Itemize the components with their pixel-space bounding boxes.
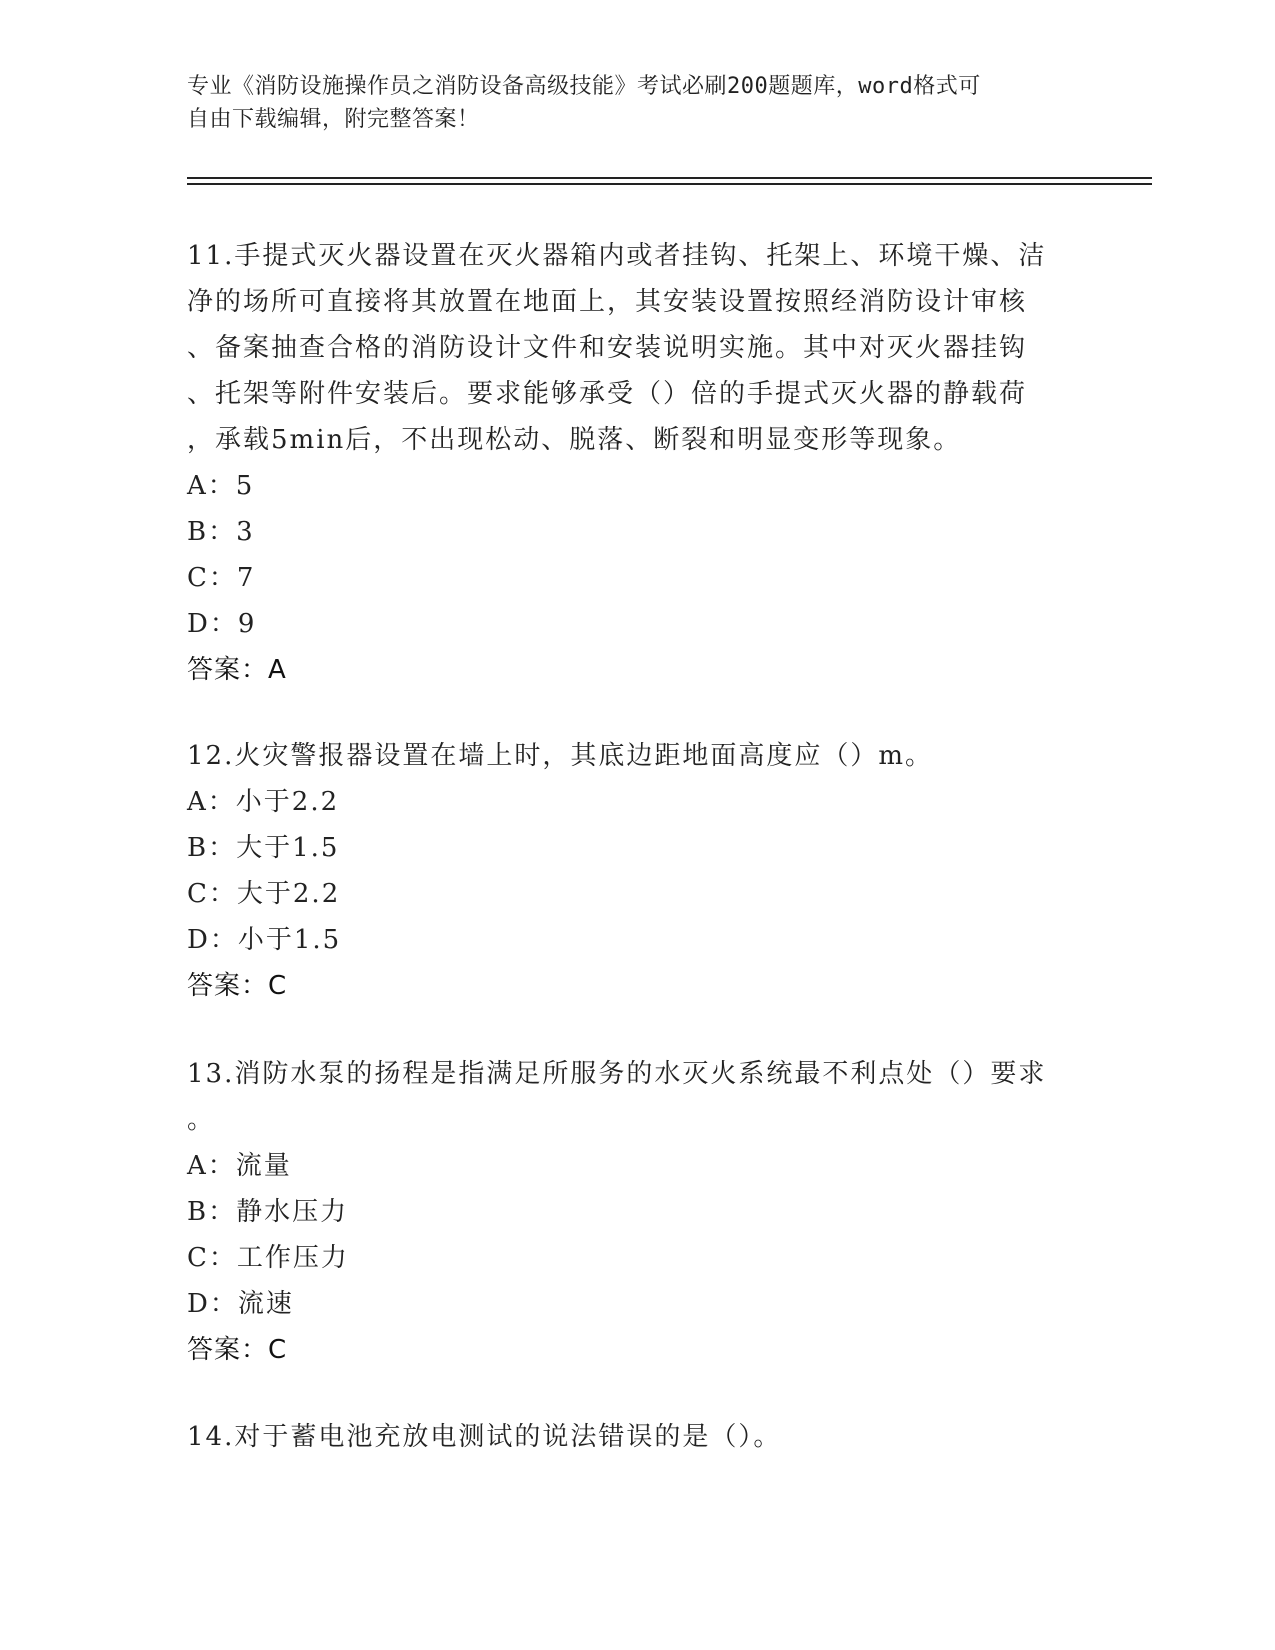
document-header — [187, 70, 1067, 136]
option-a: A：小于2.2 — [187, 787, 340, 817]
question-stem-line: ，承载5min后，不出现松动、脱落、断裂和明显变形等现象。 — [187, 425, 962, 455]
header-divider-top — [187, 177, 1152, 179]
question-stem-line: 。 — [187, 1105, 216, 1135]
question-stem-line: 、备案抽查合格的消防设计文件和安装说明实施。其中对灭火器挂钩 — [187, 333, 1028, 363]
question-12 — [187, 733, 1077, 1009]
question-stem-line: 14.对于蓄电池充放电测试的说法错误的是（）。 — [187, 1422, 782, 1452]
option-d: D：9 — [187, 609, 257, 639]
answer: 答案：C — [187, 971, 288, 1001]
question-14 — [187, 1414, 1077, 1460]
question-stem-line: 净的场所可直接将其放置在地面上，其安装设置按照经消防设计审核 — [187, 287, 1028, 317]
option-c: C：7 — [187, 563, 256, 593]
question-stem-line: 、托架等附件安装后。要求能够承受（）倍的手提式灭火器的静载荷 — [187, 379, 1028, 409]
question-11 — [187, 233, 1077, 693]
header-line-2: 自由下载编辑，附完整答案！ — [187, 107, 480, 132]
header-divider-bottom — [187, 183, 1152, 185]
option-d: D：小于1.5 — [187, 925, 342, 955]
option-d: D：流速 — [187, 1289, 294, 1319]
option-c: C：工作压力 — [187, 1243, 349, 1273]
option-c: C：大于2.2 — [187, 879, 341, 909]
answer: 答案：A — [187, 655, 287, 685]
header-line-1: 专业《消防设施操作员之消防设备高级技能》考试必刷200题题库，word格式可 — [187, 74, 981, 99]
question-stem-line: 11.手提式灭火器设置在灭火器箱内或者挂钩、托架上、环境干燥、洁 — [187, 241, 1047, 271]
option-b: B：3 — [187, 517, 255, 547]
answer: 答案：C — [187, 1335, 288, 1365]
option-b: B：静水压力 — [187, 1197, 349, 1227]
question-stem-line: 12.火灾警报器设置在墙上时，其底边距地面高度应（）m。 — [187, 741, 934, 771]
option-b: B：大于1.5 — [187, 833, 340, 863]
option-a: A：5 — [187, 471, 255, 501]
question-stem-line: 13.消防水泵的扬程是指满足所服务的水灭火系统最不利点处（）要求 — [187, 1059, 1047, 1089]
question-13 — [187, 1051, 1077, 1373]
option-a: A：流量 — [187, 1151, 292, 1181]
